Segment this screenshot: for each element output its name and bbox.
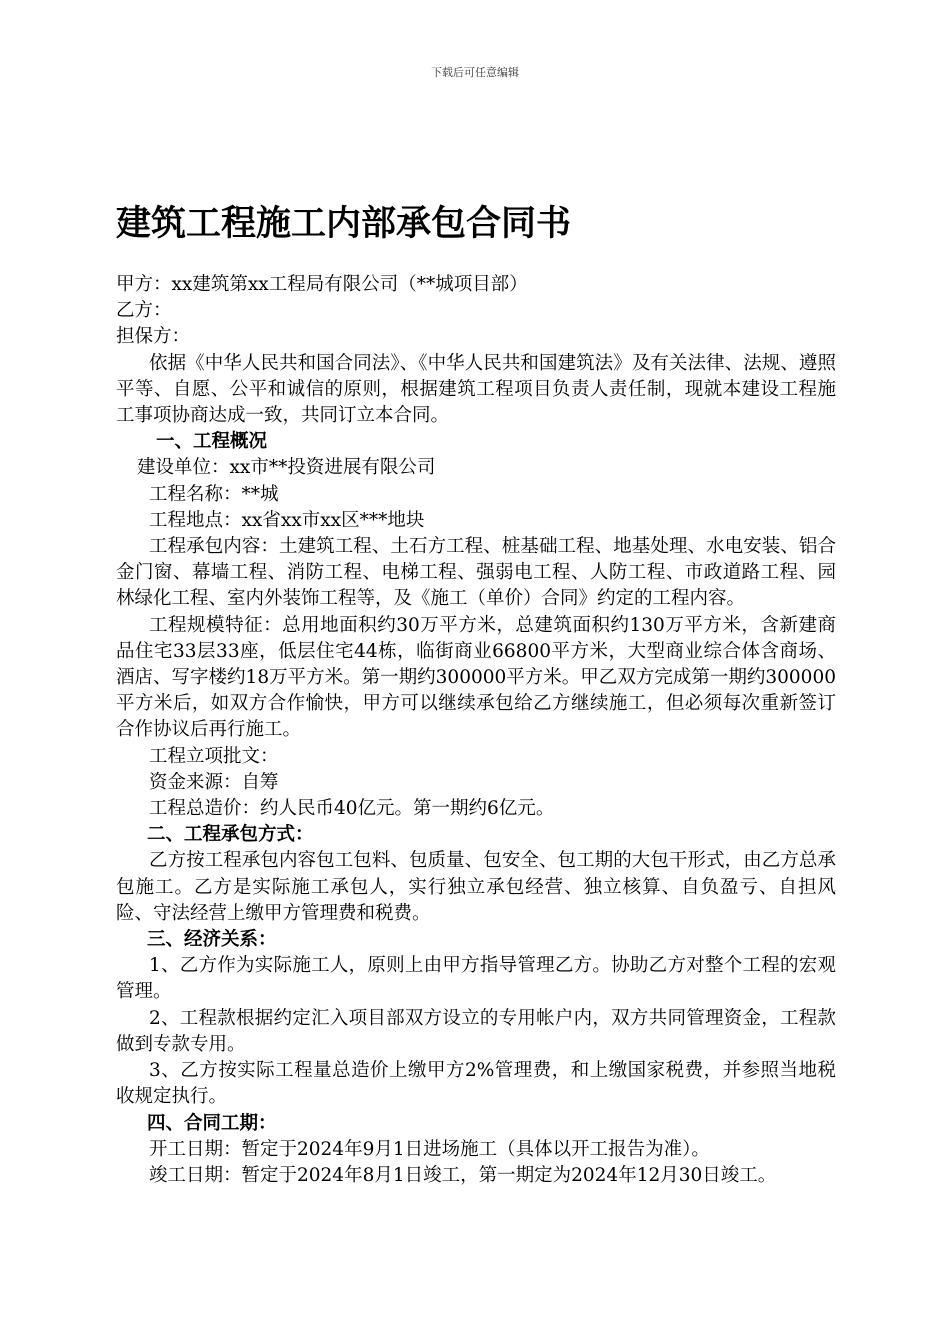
- section-heading-contract-period: 四、合同工期：: [147, 1112, 277, 1134]
- economic-item-2: 2、工程款根据约定汇入项目部双方设立的专用帐户内，双方共同管理资金，工程款做到专款专用。: [116, 1007, 836, 1055]
- economic-item-1: 1、乙方作为实际施工人，原则上由甲方指导管理乙方。协助乙方对整个工程的宏观管理。: [116, 955, 836, 1003]
- start-date-line: 开工日期：暂定于2024年9月1日进场施工（具体以开工报告为准）。: [149, 1138, 710, 1160]
- document-title: 建筑工程施工内部承包合同书: [116, 204, 572, 244]
- project-name-line: 工程名称：**城: [149, 483, 279, 505]
- contract-mode-paragraph: 乙方按工程承包内容包工包料、包质量、包安全、包工期的大包干形式，由乙方总承包施工。乙方是实际施工承包人，实行独立承包经营、独立核算、自负盈亏、自担风险、守法经营上缴甲方管理费和税费。: [116, 850, 836, 924]
- section-heading-overview: 一、工程概况: [156, 431, 268, 453]
- completion-date-paragraph: 竣工日期：暂定于2024年8月1日竣工，第一期定为2024年12月30日竣工。: [149, 1164, 777, 1186]
- party-a-line: 甲方：xx建筑第xx工程局有限公司（**城项目部）: [116, 274, 528, 295]
- party-b-line: 乙方：: [116, 300, 172, 322]
- section-heading-economic-relations: 三、经济关系：: [147, 929, 277, 951]
- intro-paragraph: 依据《中华人民共和国合同法》、《中华人民共和国建筑法》及有关法律、法规、遵照平等、自愿、公平和诚信的原则，根据建筑工程项目负责人责任制，现就本建设工程施工事项协商达成一致，共同订立本合同。: [116, 352, 836, 427]
- section-heading-contract-mode: 二、工程承包方式：: [147, 824, 314, 846]
- total-cost-line: 工程总造价：约人民币40亿元。第一期约6亿元。: [149, 798, 555, 820]
- funding-source-line: 资金来源：自筹: [149, 771, 279, 793]
- project-scale-paragraph: 工程规模特征：总用地面积约30万平方米，总建筑面积约130万平方米，含新建商品住宅33层33座，低层住宅44栋，临街商业66800平方米，大型商业综合体含商场、酒店、写字楼约18万平方米。第一期约300000平方米。甲乙双方完成第一期约300000平方米后，如双方合作愉快，甲方可以继续承包给乙方继续施工，但必须每次重新签订合作协议后再行施工。: [116, 614, 836, 741]
- header-note: 下载后可任意编辑: [431, 66, 519, 79]
- project-scope-paragraph: 工程承包内容：土建筑工程、土石方工程、桩基础工程、地基处理、水电安装、铝合金门窗、幕墙工程、消防工程、电梯工程、强弱电工程、人防工程、市政道路工程、园林绿化工程、室内外装饰工程等，及《施工（单价）合同》约定的工程内容。: [116, 536, 836, 610]
- economic-item-3: 3、乙方按实际工程量总造价上缴甲方2%管理费，和上缴国家税费，并参照当地税收规定执行。: [116, 1060, 836, 1108]
- project-location-line: 工程地点：xx省xx市xx区***地块: [149, 509, 425, 531]
- project-approval-line: 工程立项批文：: [149, 745, 279, 767]
- document-body: [116, 272, 836, 1189]
- builder-line: 建设单位：xx市**投资进展有限公司: [137, 457, 436, 479]
- guarantor-line: 担保方：: [116, 326, 191, 348]
